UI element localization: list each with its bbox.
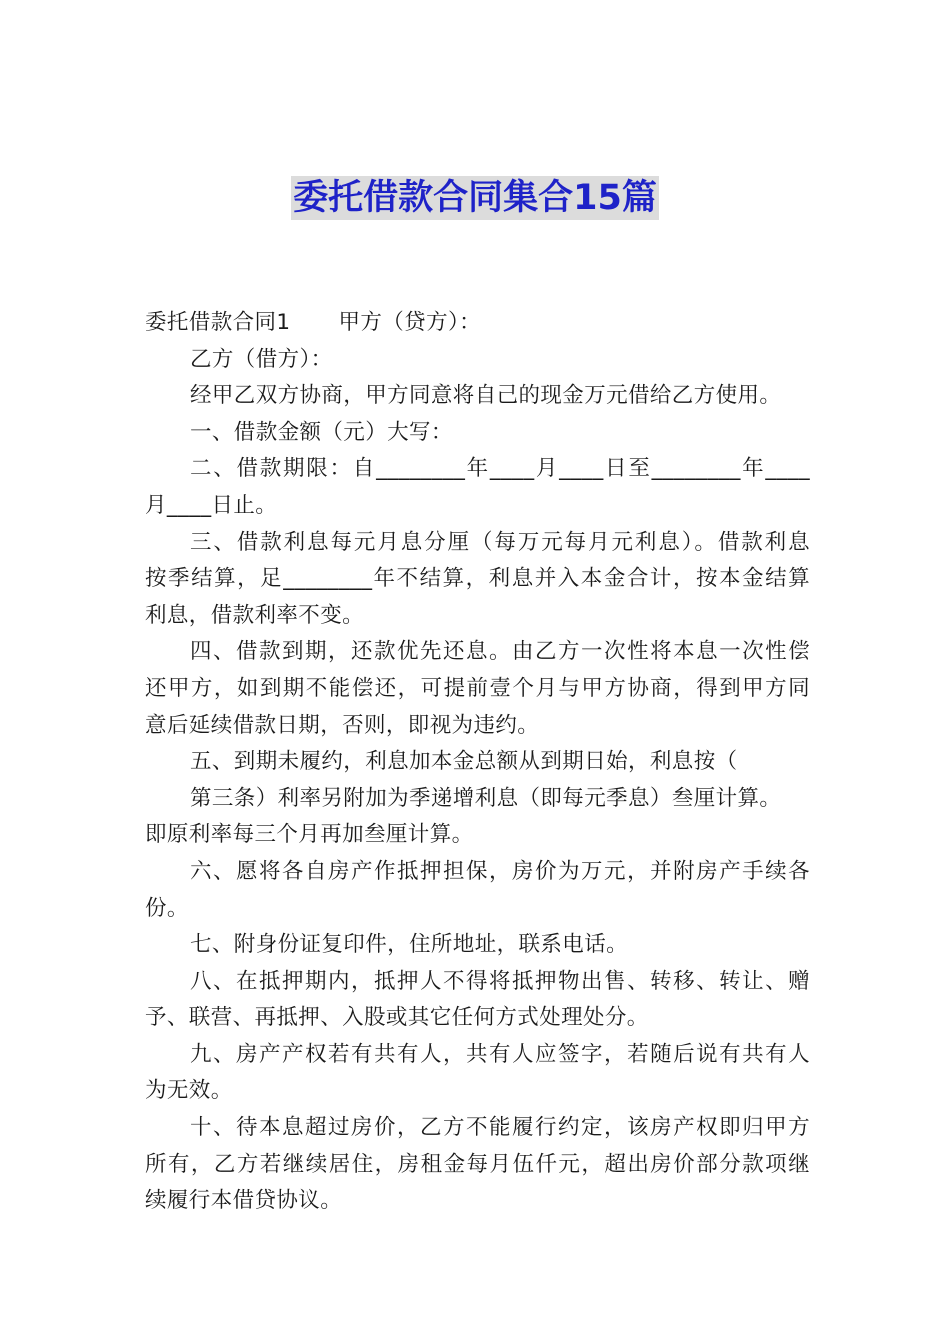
body-line: 五、到期未履约，利息加本金总额从到期日始，利息按（ xyxy=(190,749,738,775)
body-line: 所有，乙方若继续居住，房租金每月伍仟元，超出房价部分款项继 xyxy=(145,1151,810,1177)
document-body xyxy=(145,305,810,1220)
body-line: 乙方（借方）： xyxy=(190,346,333,372)
body-line: 第三条）利率另附加为季递增利息（即每元季息）叁厘计算。 xyxy=(190,785,782,811)
contract-heading-line xyxy=(145,305,810,342)
body-line: 三、借款利息每元月息分厘（每万元每月元利息）。借款利息 xyxy=(190,529,810,555)
body-line: 为无效。 xyxy=(145,1078,233,1104)
document-title: 委托借款合同集合15篇 xyxy=(293,178,657,218)
body-line: 月____日止。 xyxy=(145,492,278,518)
body-line: 经甲乙双方协商，甲方同意将自己的现金万元借给乙方使用。 xyxy=(190,383,782,409)
body-line: 份。 xyxy=(145,895,189,921)
body-line: 一、借款金额（元）大写： xyxy=(190,419,453,445)
body-line: 意后延续借款日期，否则，即视为违约。 xyxy=(145,712,540,738)
contract-heading: 委托借款合同1 xyxy=(145,310,291,335)
body-line: 予、联营、再抵押、入股或其它任何方式处理处分。 xyxy=(145,1005,649,1031)
body-line: 还甲方，如到期不能偿还，可提前壹个月与甲方协商，得到甲方同 xyxy=(145,675,810,701)
body-line: 二、借款期限：自________年____月____日至________年____ xyxy=(190,456,810,482)
party-a-label: 甲方（贷方）： xyxy=(338,310,482,335)
body-line: 七、附身份证复印件，住所地址，联系电话。 xyxy=(190,932,629,958)
title-block xyxy=(0,176,950,220)
body-line: 按季结算，足________年不结算，利息并入本金合计，按本金结算 xyxy=(145,566,810,592)
body-line: 四、借款到期，还款优先还息。由乙方一次性将本息一次性偿 xyxy=(190,639,810,665)
body-line: 即原利率每三个月再加叁厘计算。 xyxy=(145,822,474,848)
body-line: 八、在抵押期内，抵押人不得将抵押物出售、转移、转让、赠 xyxy=(190,968,810,994)
body-line: 九、房产产权若有共有人，共有人应签字，若随后说有共有人 xyxy=(190,1041,810,1067)
body-line: 六、愿将各自房产作抵押担保，房价为万元，并附房产手续各 xyxy=(190,858,810,884)
body-line: 续履行本借贷协议。 xyxy=(145,1188,343,1214)
body-line: 十、待本息超过房价，乙方不能履行约定，该房产权即归甲方 xyxy=(190,1115,810,1141)
body-line: 利息，借款利率不变。 xyxy=(145,602,365,628)
